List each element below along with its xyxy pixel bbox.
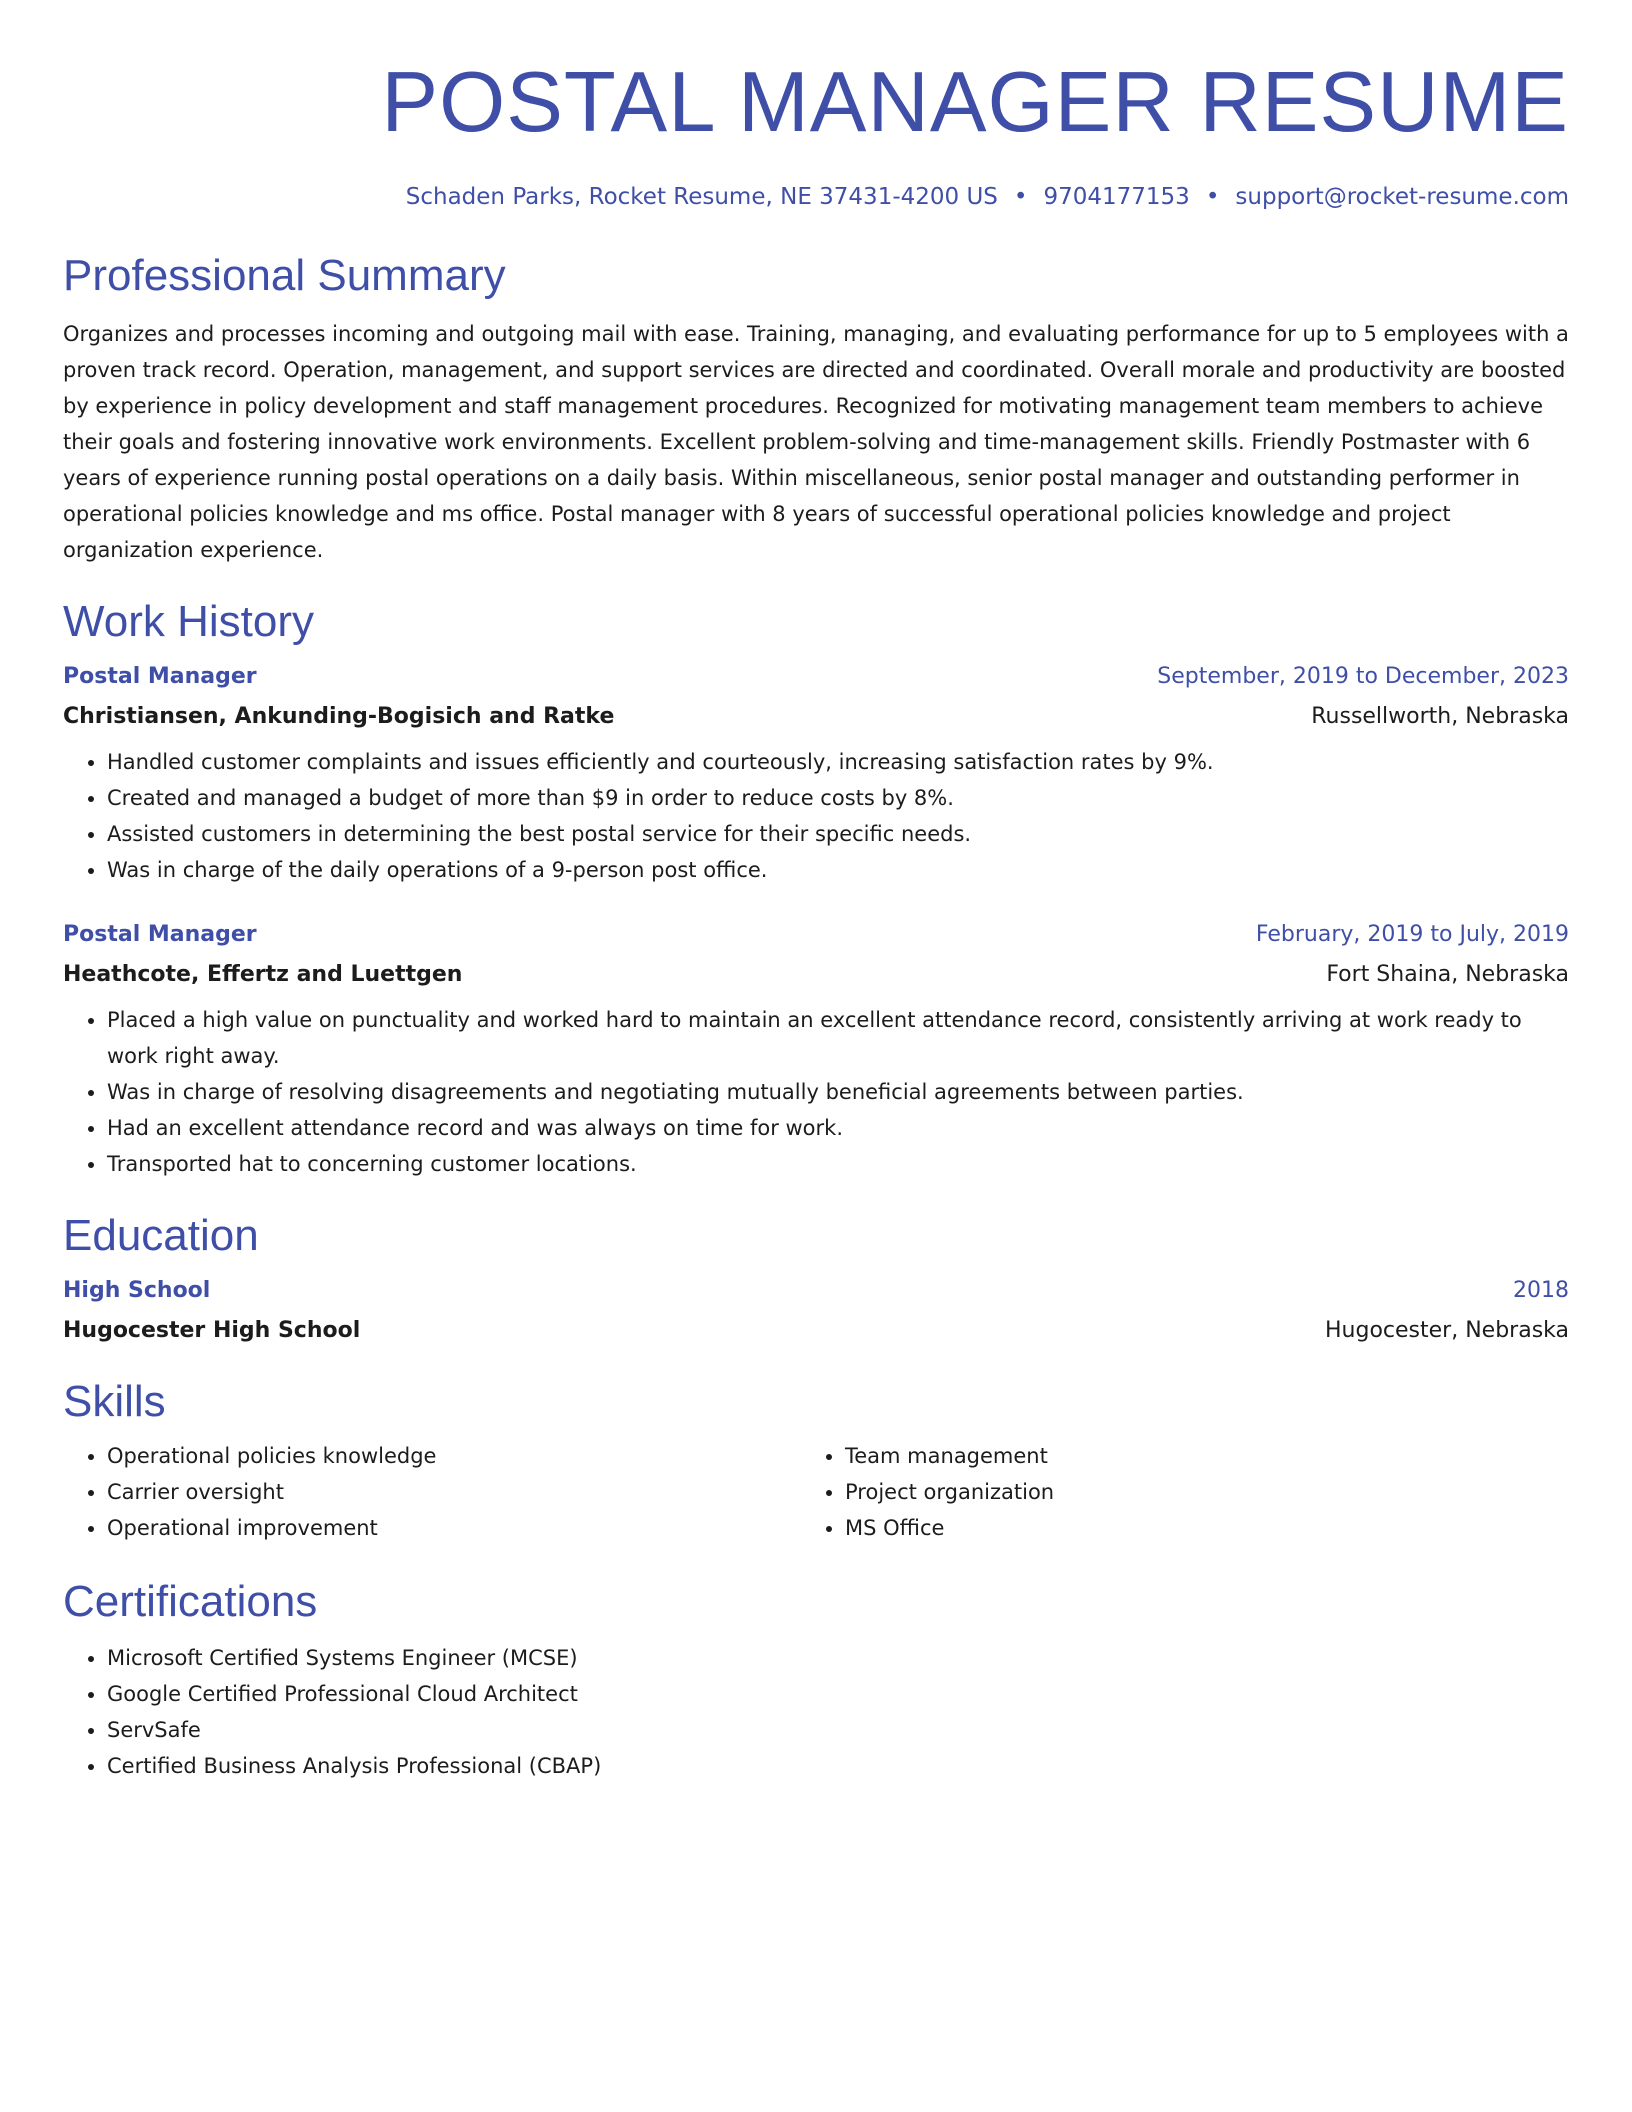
education-school: Hugocester High School — [63, 1318, 361, 1343]
skills-list-left — [63, 1438, 801, 1546]
certifications-list — [63, 1640, 1569, 1784]
list-item: • Google Certified Professional Cloud Architect — [107, 1676, 1569, 1712]
summary-heading: Professional Summary — [63, 251, 506, 300]
summary-text: Organizes and processes incoming and outgoing mail with ease. Training, managing, and evaluating performance for up to 5 employees with a proven track record. Operation, management, and support services are directed and coordinated. Overall morale and productivity are boosted by experience in policy development and staff management procedures. Recognized for motivating management team members to achieve their goals and fostering innovative work environments. Excellent problem-solving and time-management skills. Friendly Postmaster with 6 years of experience running postal operations on a daily basis. Within miscellaneous, senior postal manager and outstanding performer in operational policies knowledge and ms office. Postal manager with 8 years of successful operational policies knowledge and project organization experience. — [63, 322, 1569, 562]
list-item: • Operational policies knowledge — [107, 1438, 801, 1474]
contact-separator: • — [1205, 184, 1220, 210]
skills-heading: Skills — [63, 1377, 166, 1426]
job-location: Fort Shaina, Nebraska — [1326, 962, 1569, 987]
list-item: • Was in charge of the daily operations of a 9-person post office. — [107, 852, 1569, 888]
contact-address: Schaden Parks, Rocket Resume, NE 37431-4200 US — [405, 184, 998, 210]
list-item: • Assisted customers in determining the best postal service for their specific needs. — [107, 816, 1569, 852]
education-year: 2018 — [1513, 1278, 1569, 1303]
education-degree: High School — [63, 1278, 211, 1303]
list-item: • Project organization — [845, 1474, 1569, 1510]
list-item: • Transported hat to concerning customer locations. — [107, 1146, 1569, 1182]
skills-list-right — [801, 1438, 1569, 1546]
list-item: • Placed a high value on punctuality and worked hard to maintain an excellent attendance record, consistently arriving at work ready to work right away. — [107, 1002, 1569, 1074]
certifications-heading: Certifications — [63, 1577, 318, 1626]
job-company: Heathcote, Effertz and Luettgen — [63, 962, 463, 987]
education-entry — [63, 1276, 1569, 1346]
contact-email: support@rocket-resume.com — [1235, 184, 1569, 210]
education-location: Hugocester, Nebraska — [1325, 1318, 1569, 1343]
job-dates: February, 2019 to July, 2019 — [1255, 922, 1569, 947]
job-entry — [63, 662, 1569, 888]
job-role: Postal Manager — [63, 664, 257, 689]
job-location: Russellworth, Nebraska — [1311, 704, 1569, 729]
contact-separator: • — [1013, 184, 1028, 210]
job-bullets — [63, 1002, 1569, 1182]
work-history-heading: Work History — [63, 597, 314, 646]
list-item: • MS Office — [845, 1510, 1569, 1546]
list-item: • Was in charge of resolving disagreements and negotiating mutually beneficial agreements between parties. — [107, 1074, 1569, 1110]
skills-columns — [63, 1438, 1569, 1546]
list-item: • Operational improvement — [107, 1510, 801, 1546]
list-item: • Microsoft Certified Systems Engineer (MCSE) — [107, 1640, 1569, 1676]
resume-title: POSTAL MANAGER RESUME — [381, 55, 1569, 150]
contact-phone: 9704177153 — [1043, 184, 1190, 210]
list-item: • Certified Business Analysis Professional (CBAP) — [107, 1748, 1569, 1784]
job-role: Postal Manager — [63, 922, 257, 947]
education-heading: Education — [63, 1211, 259, 1260]
list-item: • ServSafe — [107, 1712, 1569, 1748]
job-entry — [63, 920, 1569, 1182]
list-item: • Carrier oversight — [107, 1474, 801, 1510]
job-dates: September, 2019 to December, 2023 — [1157, 664, 1569, 689]
list-item: • Team management — [845, 1438, 1569, 1474]
list-item: • Had an excellent attendance record and was always on time for work. — [107, 1110, 1569, 1146]
contact-line — [63, 182, 1569, 212]
list-item: • Created and managed a budget of more than $9 in order to reduce costs by 8%. — [107, 780, 1569, 816]
list-item: • Handled customer complaints and issues efficiently and courteously, increasing satisfaction rates by 9%. — [107, 744, 1569, 780]
job-bullets — [63, 744, 1569, 888]
job-company: Christiansen, Ankunding-Bogisich and Ratke — [63, 704, 615, 729]
